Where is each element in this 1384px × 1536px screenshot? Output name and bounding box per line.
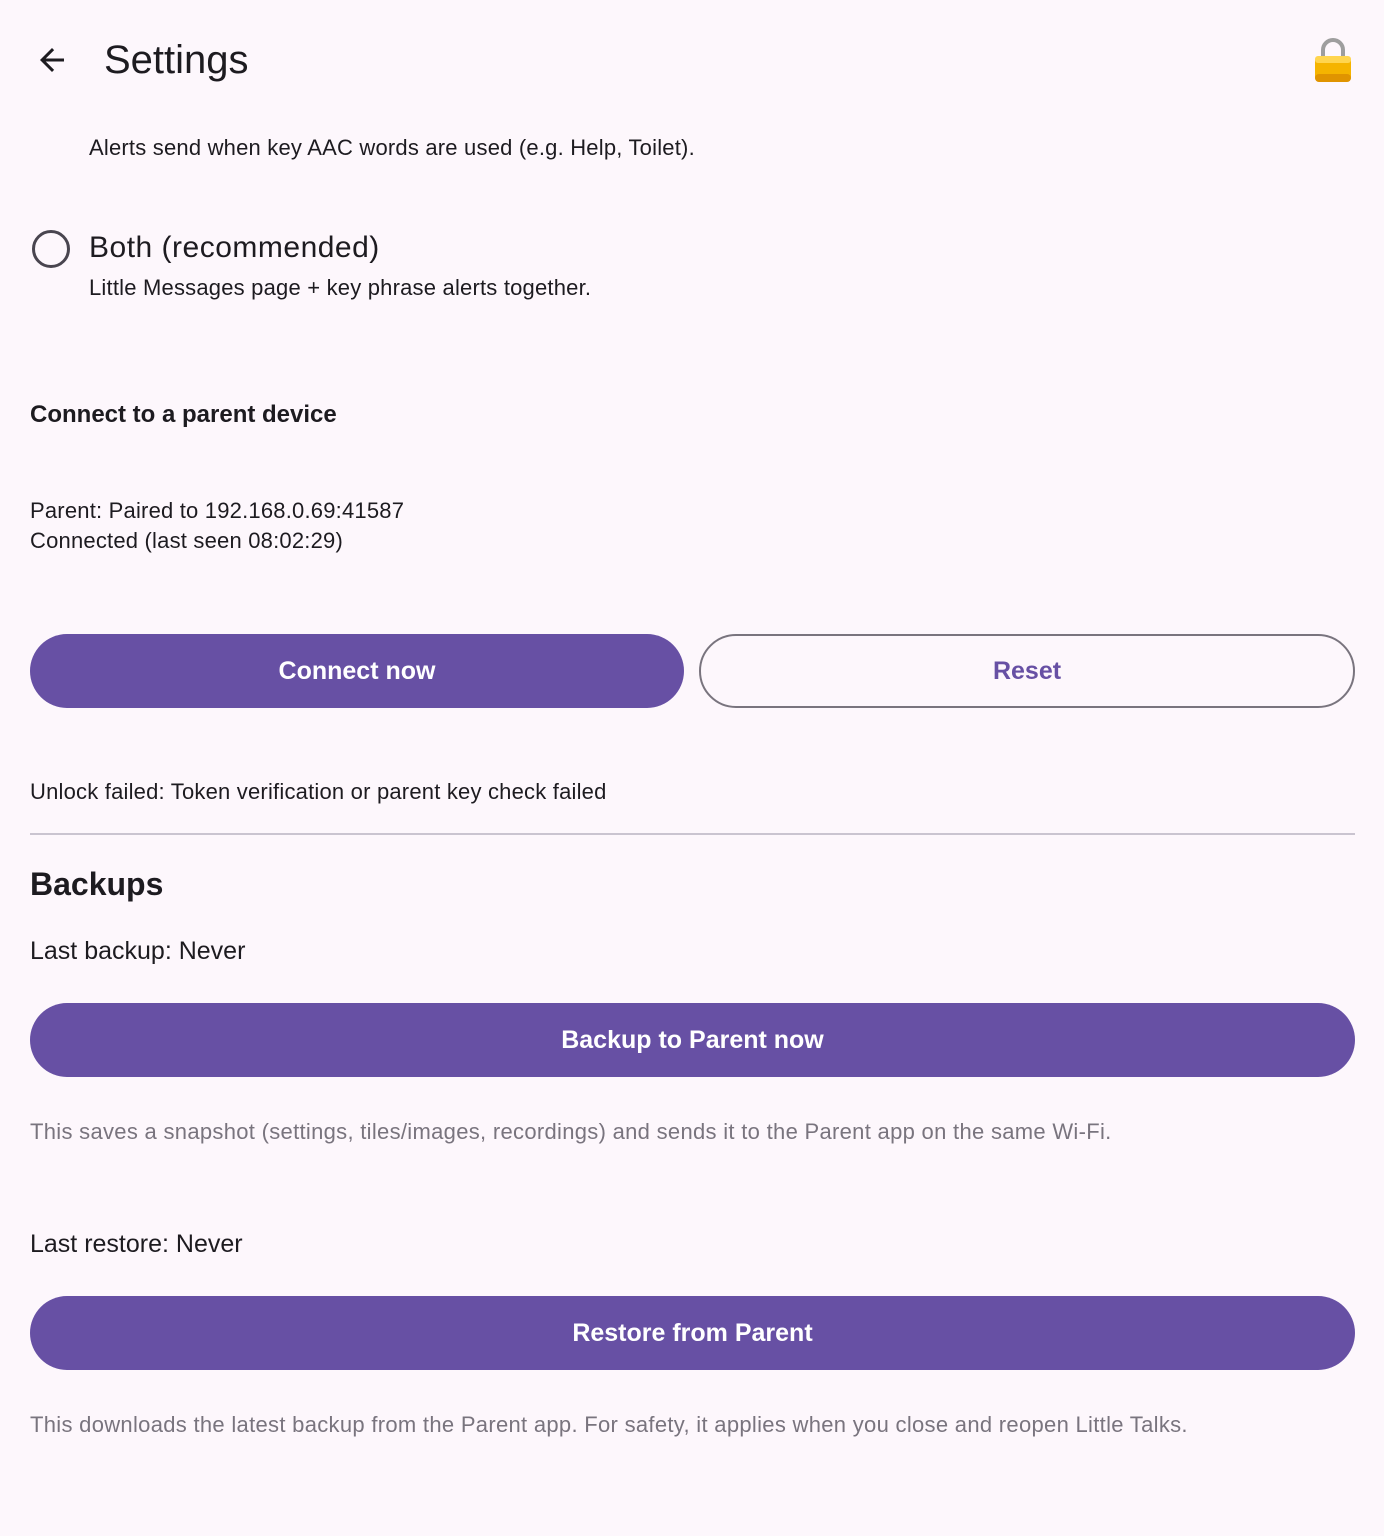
connect-now-label: Connect now: [278, 656, 436, 685]
section-divider: [30, 833, 1355, 835]
lock-icon: [1306, 34, 1360, 88]
last-backup-text: Last backup: Never: [30, 937, 246, 965]
arrow-back-icon: [34, 42, 70, 78]
last-restore-text: Last restore: Never: [30, 1230, 243, 1258]
parent-device-heading: Connect to a parent device: [30, 401, 337, 428]
backup-to-parent-button[interactable]: [30, 1003, 1355, 1077]
unlock-error-text: Unlock failed: Token verification or parent key check failed: [30, 779, 607, 804]
page-title: Settings: [104, 38, 249, 82]
back-button[interactable]: [22, 30, 82, 90]
restore-note: This downloads the latest backup from the Parent app. For safety, it applies when you close and reopen Little Talks.: [30, 1412, 1188, 1437]
restore-from-parent-button[interactable]: [30, 1296, 1355, 1370]
connect-now-button[interactable]: [30, 634, 684, 708]
both-option-description: Little Messages page + key phrase alerts together.: [89, 275, 592, 300]
lock-button[interactable]: [1306, 34, 1360, 88]
parent-status-line2: Connected (last seen 08:02:29): [30, 528, 343, 553]
backups-heading: Backups: [30, 866, 164, 902]
reset-label: Reset: [992, 656, 1062, 685]
both-option-label[interactable]: Both (recommended): [89, 231, 380, 264]
both-option-radio[interactable]: [32, 230, 70, 268]
parent-status-line1: Parent: Paired to 192.168.0.69:41587: [30, 498, 405, 523]
backup-to-parent-label: Backup to Parent now: [561, 1025, 824, 1054]
reset-button[interactable]: [699, 634, 1355, 708]
restore-from-parent-label: Restore from Parent: [572, 1318, 813, 1347]
alerts-option-description: Alerts send when key AAC words are used (e.g. Help, Toilet).: [89, 135, 695, 160]
backup-note: This saves a snapshot (settings, tiles/images, recordings) and sends it to the Parent app on the same Wi-Fi.: [30, 1119, 1112, 1144]
